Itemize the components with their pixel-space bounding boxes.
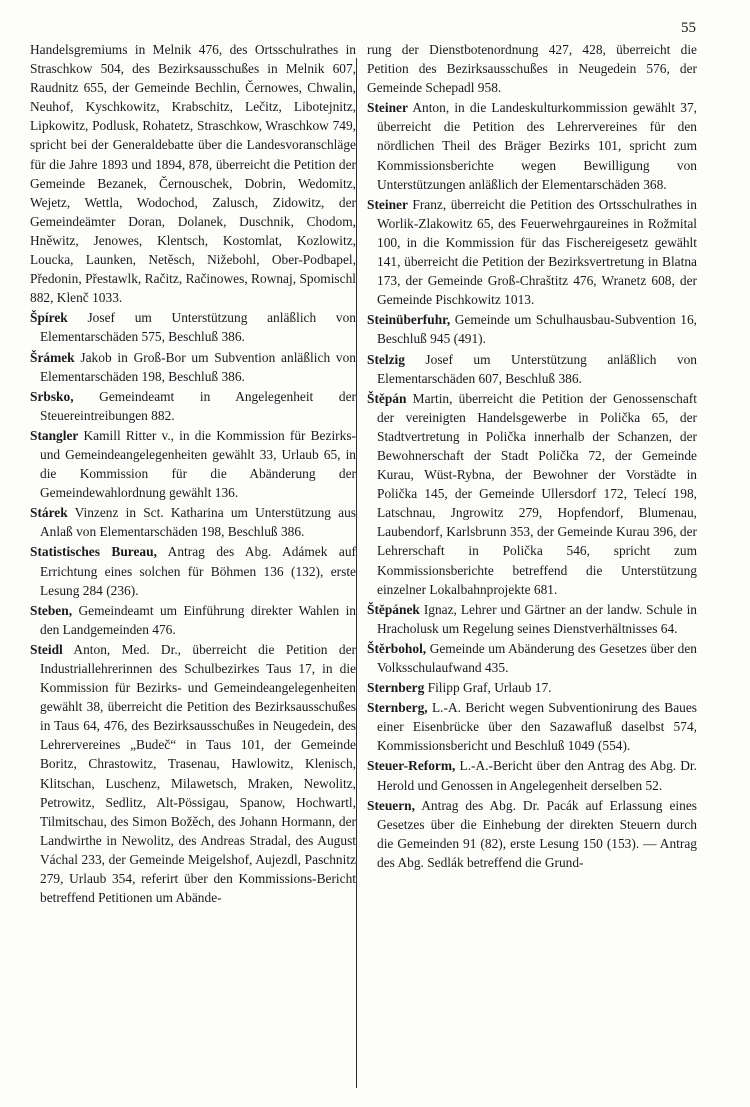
index-entry: [367, 698, 697, 755]
index-entry: [367, 310, 697, 348]
entry-text: Handelsgremiums in Melnik 476, des Ortsschulrathes in Straschkow 504, des Bezirksausschußes in Melnik 607, Raudnitz 655, der Gemeinde Bechlin, Černowes, Chwalin, Neuhof, Kyschkowitz, Krabschitz, Lečitz, Libotejnitz, Lipkowitz, Podlusk, Rohatetz, Straschkow, Wraschkow 749, spricht bei der Generaldebatte über die Landesvoranschläge für die Jahre 1893 und 1894, 878, überreicht die Petition der Gemeinde Bezanek, Černouschek, Dobrin, Wedomitz, Wejetz, Wettla, Wodochod, Zalusch, Zidowitz, der Gemeindeämter Doran, Dolanek, Duschnik, Chodom, Hněwitz, Jenowes, Klentsch, Kostomlat, Kozlowitz, Loucka, Launken, Netěsch, Nižebohl, Ober-Podbapel, Předonin, Přestawlk, Račitz, Račinowes, Rownaj, Spomischl 882, Klenč 1033.: [30, 42, 356, 306]
entry-headword: Sternberg,: [367, 700, 428, 716]
entry-headword: Stelzig: [367, 351, 405, 367]
right-column: [367, 40, 697, 873]
index-entry: [30, 601, 356, 639]
entry-headword: Štěrbohol,: [367, 640, 427, 656]
index-entry: [367, 756, 697, 794]
entry-headword: Špírek: [30, 310, 68, 326]
index-entry: [367, 678, 697, 697]
entry-text: Gemeindeamt um Einführung direkter Wahlen in den Landgemeinden 476.: [40, 602, 356, 637]
entry-headword: Stangler: [30, 427, 79, 443]
entry-headword: Steidl: [30, 641, 63, 657]
entry-headword: Stárek: [30, 505, 68, 521]
left-column: [30, 40, 356, 908]
index-entry: [367, 796, 697, 872]
index-entry: [30, 387, 356, 425]
entry-text: Josef um Unterstützung anläßlich von Elementarschäden 607, Beschluß 386.: [377, 351, 697, 386]
entry-text: Ignaz, Lehrer und Gärtner an der landw. Schule in Hracholusk um Regelung seines Dienstverhältnisses 64.: [377, 601, 697, 636]
index-entry: [367, 389, 697, 599]
entry-text: Anton, Med. Dr., überreicht die Petition der Industriallehrerinnen des Schulbezirkes Taus 17, in die Kommission für Bezirks- und Gemeindeangelegenheiten gewählt 38, überreicht die Petition des Bezirksausschußes in Taus 64, 476, des Bezirksausschußes in Neugedein, des Lehrervereines „Budeč“ in Taus 101, der Gemeinde Boritz, Chrastowitz, Trasenau, Hawlowitz, Klenisch, Klitschan, Luschenz, Milawetsch, Mraken, Newolitz, Petrowitz, Sedlitz, Alt-Pössigau, Spanow, Hochwartl, Tilmitschau, des Simon Božěch, des Johann Hormann, der Landwirthe in Newolitz, des Andreas Stradal, des August Váchal 233, der Gemeinde Meigelshof, Aujezdl, Paschnitz 279, Urlaub 354, referirt über den Kommissions-Bericht betreffend Petitionen um Abände-: [40, 641, 356, 906]
index-entry: [30, 426, 356, 502]
entry-text: Filipp Graf, Urlaub 17.: [427, 680, 552, 696]
entry-headword: Sternberg: [367, 680, 425, 696]
entry-text: Kamill Ritter v., in die Kommission für Bezirks- und Gemeindeangelegenheiten gewählt 33, Urlaub 65, in die Kommission für die Abänderung der Gemeindewahlordnung gewählt 136.: [40, 427, 356, 501]
entry-headword: Steben,: [30, 602, 73, 618]
entry-text: L.-A. Bericht wegen Subventionirung des Baues einer Eisenbrücke über den Sazawafluß daselbst 574, Kommissionsbericht und Beschluß 1049 (554).: [377, 700, 697, 754]
entry-headword: Steuer-Reform,: [367, 758, 456, 774]
entry-text: Jakob in Groß-Bor um Subvention anläßlich von Elementarschäden 198, Beschluß 386.: [40, 349, 356, 384]
index-entry: [367, 195, 697, 310]
index-entry: [30, 40, 356, 307]
index-entry: [367, 600, 697, 638]
entry-text: Antrag des Abg. Adámek auf Errichtung eines solchen für Böhmen 136 (132), erste Lesung 284 (236).: [40, 544, 356, 598]
entry-text: Antrag des Abg. Dr. Pacák auf Erlassung eines Gesetzes über die Einhebung der direkten Steuern durch die Gemeinden 91 (82), erste Lesung 150 (153). — Antrag des Abg. Sedlák betreffend die Grund-: [377, 797, 697, 870]
index-entry: [30, 503, 356, 541]
entry-headword: Srbsko,: [30, 388, 74, 404]
entry-text: Franz, überreicht die Petition des Ortsschulrathes in Worlik-Zlakowitz 65, des Feuerwehrgaureines in Rožmital 100, in die Kommission für das Fischereigesetz gewählt 141, überreicht die Petition der Bezirksvertretung in Blatna 173, der Gemeinde Groß-Chraštitz 476, Wranetz 608, der Gemeinde Pischkowitz 1013.: [377, 196, 697, 308]
entry-headword: Steiner: [367, 100, 408, 116]
entry-text: Gemeinde um Abänderung des Gesetzes über den Volksschulaufwand 435.: [377, 640, 697, 675]
entry-headword: Steiner: [367, 196, 408, 212]
entry-headword: Šrámek: [30, 349, 75, 365]
index-entry: [30, 308, 356, 346]
index-entry: [367, 639, 697, 677]
page-number: 55: [681, 20, 696, 36]
index-entry: [30, 640, 356, 907]
index-entry: [30, 542, 356, 599]
entry-text: Vinzenz in Sct. Katharina um Unterstützung aus Anlaß von Elementarschäden 198, Beschluß 386.: [40, 505, 356, 540]
entry-headword: Štěpánek: [367, 601, 420, 617]
index-entry: [367, 40, 697, 97]
index-entry: [367, 350, 697, 388]
entry-text: rung der Dienstbotenordnung 427, 428, überreicht die Petition des Bezirksausschußes in Neugedein 576, der Gemeinde Schepadl 958.: [367, 42, 697, 96]
entry-headword: Statistisches Bureau,: [30, 544, 157, 560]
index-entry: [30, 348, 356, 386]
index-entry: [367, 98, 697, 193]
entry-text: Gemeindeamt in Angelegenheit der Steuereintreibungen 882.: [40, 388, 356, 423]
entry-text: Martin, überreicht die Petition der Genossenschaft der vereinigten Handelsgewerbe in Polička 65, der Stadtvertretung in Polička innerhalb der Schanzen, der Bewohnerschaft der Stadt Polička 72, der Gemeinde Kurau, Wüst-Rybna, der Bewohner der Vorstädte in Polička 145, der Gemeinde Ullersdorf 172, Telecí 198, Latschnau, Jngrowitz 279, Hopfendorf, Blumenau, Laubendorf, Karlsbrunn 353, der Gemeinde Kurau 396, der Lehrerschaft in Polička 546, spricht zum Kommissionsberichte betreffend die Unterstützung einzelner Lokalbahnprojekte 681.: [377, 390, 697, 597]
entry-text: L.-A.-Bericht über den Antrag des Abg. Dr. Herold und Genossen in Angelegenheit derselben 52.: [377, 758, 697, 793]
entry-text: Josef um Unterstützung anläßlich von Elementarschäden 575, Beschluß 386.: [40, 310, 356, 345]
column-divider: [356, 58, 357, 1088]
entry-headword: Steuern,: [367, 797, 415, 813]
entry-text: Gemeinde um Schulhausbau-Subvention 16, Beschluß 945 (491).: [377, 312, 697, 347]
entry-headword: Steinüberfuhr,: [367, 312, 451, 328]
entry-headword: Štěpán: [367, 390, 407, 406]
entry-text: Anton, in die Landeskulturkommission gewählt 37, überreicht die Petition des Lehrervereines für den nördlichen Theil des Bräger Bezirks 101, spricht zum Kommissionsberichte wegen Bewilligung von Unterstützungen anläßlich der Elementarschäden 368.: [377, 100, 698, 192]
